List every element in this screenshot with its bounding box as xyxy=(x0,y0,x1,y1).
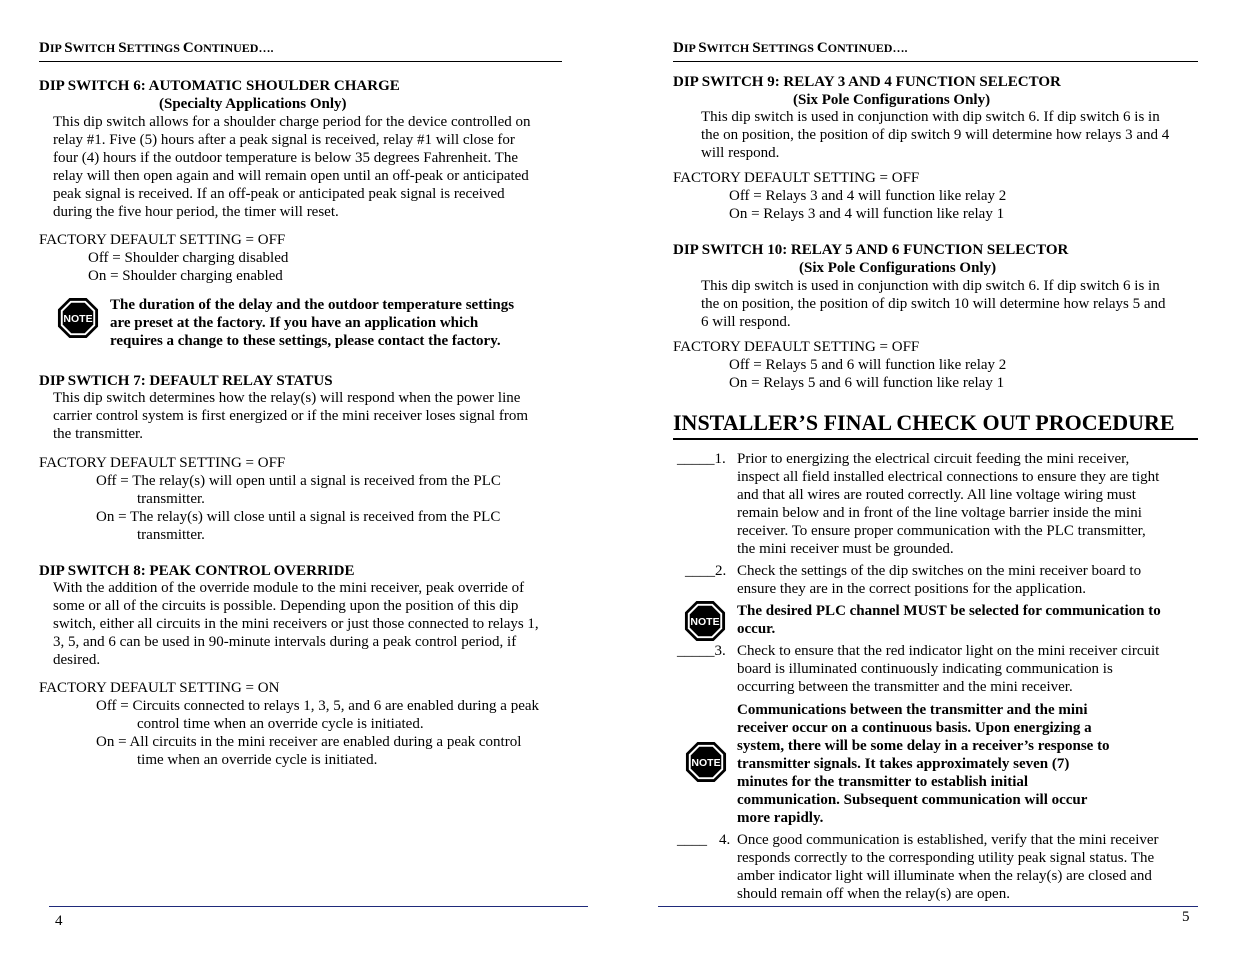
ds10-subheading: (Six Pole Configurations Only) xyxy=(799,260,997,276)
step1-prefix: _____1. xyxy=(677,451,726,467)
ds7-body-line: This dip switch determines how the relay(s) will respond when the power line xyxy=(53,390,521,406)
step3-line: board is illuminated continuously indicating communication is xyxy=(737,661,1113,677)
right-page-number: 5 xyxy=(1182,909,1190,925)
ds8-heading: DIP SWITCH 8: PEAK CONTROL OVERRIDE xyxy=(39,563,355,579)
ds6-body-line: four (4) hours if the outdoor temperature is below 35 degrees Fahrenheit. The xyxy=(53,150,518,166)
note2-line: Communications between the transmitter and the mini xyxy=(737,702,1088,718)
ds6-note-line: The duration of the delay and the outdoor temperature settings xyxy=(110,297,515,313)
ds7-heading: DIP SWTICH 7: DEFAULT RELAY STATUS xyxy=(39,373,333,389)
ds6-heading: DIP SWITCH 6: AUTOMATIC SHOULDER CHARGE xyxy=(39,78,400,94)
ds6-body-line: during the five hour period, the timer will reset. xyxy=(53,204,339,220)
left-running-header: DIP SWITCH SETTINGS CONTINUED…. xyxy=(39,40,274,56)
left-header-rule xyxy=(39,61,562,62)
ds9-subheading: (Six Pole Configurations Only) xyxy=(793,92,991,108)
ds7-option-on: On = The relay(s) will close until a signal is received from the PLC xyxy=(96,509,501,525)
ds6-body-line: peak signal is received. If an off-peak or anticipated peak signal is received xyxy=(53,186,505,202)
ds10-body-line: This dip switch is used in conjunction with dip switch 6. If dip switch 6 is in xyxy=(701,278,1160,294)
ds9-body-line: will respond. xyxy=(701,145,780,161)
left-footer-rule xyxy=(49,906,588,907)
ds9-body-line: This dip switch is used in conjunction with dip switch 6. If dip switch 6 is in xyxy=(701,109,1160,125)
step4-number: 4. xyxy=(719,832,731,848)
procedure-title: INSTALLER’S FINAL CHECK OUT PROCEDURE xyxy=(673,410,1175,435)
ds9-heading: DIP SWITCH 9: RELAY 3 AND 4 FUNCTION SELECTOR xyxy=(673,74,1061,90)
ds6-body-line: relay will then open again and will remain open until an off-peak or anticipated xyxy=(53,168,529,184)
ds8-default: FACTORY DEFAULT SETTING = ON xyxy=(39,680,280,696)
ds8-body-line: switch, either all circuits in the mini receivers or just those connected to relays 1, xyxy=(53,616,539,632)
ds6-option-on: On = Shoulder charging enabled xyxy=(88,268,283,284)
step4-line: amber indicator light will illuminate when the relay(s) are closed and xyxy=(737,868,1152,884)
ds8-body-line: some or all of the circuits is possible. Depending upon the position of this dip xyxy=(53,598,519,614)
ds9-option-on: On = Relays 3 and 4 will function like relay 1 xyxy=(729,206,1005,222)
step2-prefix: ____2. xyxy=(685,563,727,579)
step1-line: remain below and in front of the line voltage barrier inside the mini xyxy=(737,505,1142,521)
step3-prefix: _____3. xyxy=(677,643,726,659)
svg-text:NOTE: NOTE xyxy=(691,756,721,769)
ds7-option-on-cont: transmitter. xyxy=(137,527,205,543)
note2-line: communication. Subsequent communication will occur xyxy=(737,792,1088,808)
right-footer-rule xyxy=(658,906,1198,907)
ds10-option-off: Off = Relays 5 and 6 will function like relay 2 xyxy=(729,357,1007,373)
step1-line: and that all wires are routed correctly. All line voltage wiring must xyxy=(737,487,1136,503)
ds9-body-line: the on position, the position of dip switch 9 will determine how relays 3 and 4 xyxy=(701,127,1170,143)
ds10-heading: DIP SWITCH 10: RELAY 5 AND 6 FUNCTION SELECTOR xyxy=(673,242,1069,258)
svg-text:NOTE: NOTE xyxy=(690,615,720,628)
ds6-body-line: This dip switch allows for a shoulder charge period for the device controlled on xyxy=(53,114,531,130)
right-running-header: DIP SWITCH SETTINGS CONTINUED…. xyxy=(673,40,908,56)
ds9-default: FACTORY DEFAULT SETTING = OFF xyxy=(673,170,920,186)
note1-line: occur. xyxy=(737,621,776,637)
ds6-note-line: are preset at the factory. If you have an application which xyxy=(110,315,479,331)
step1-line: receiver. To ensure proper communication with the PLC transmitter, xyxy=(737,523,1146,539)
ds6-default: FACTORY DEFAULT SETTING = OFF xyxy=(39,232,286,248)
ds8-option-on: On = All circuits in the mini receiver are enabled during a peak control xyxy=(96,734,522,750)
step2-line: Check the settings of the dip switches on the mini receiver board to xyxy=(737,563,1142,579)
step1-line: the mini receiver must be grounded. xyxy=(737,541,954,557)
ds8-body-line: With the addition of the override module to the mini receiver, peak override of xyxy=(53,580,525,596)
step3-line: occurring between the transmitter and the mini receiver. xyxy=(737,679,1073,695)
step1-line: Prior to energizing the electrical circuit feeding the mini receiver, xyxy=(737,451,1130,467)
note2-line: system, there will be some delay in a receiver’s response to xyxy=(737,738,1110,754)
left-page-number: 4 xyxy=(55,913,63,929)
right-header-rule xyxy=(673,61,1198,62)
ds7-body-line: the transmitter. xyxy=(53,426,143,442)
svg-text:NOTE: NOTE xyxy=(63,312,93,325)
note2-line: transmitter signals. It takes approximately seven (7) xyxy=(737,756,1070,772)
step4-line: responds correctly to the corresponding utility peak signal status. The xyxy=(737,850,1155,866)
ds7-option-off-cont: transmitter. xyxy=(137,491,205,507)
ds7-option-off: Off = The relay(s) will open until a signal is received from the PLC xyxy=(96,473,501,489)
step2-line: ensure they are in the correct positions for the application. xyxy=(737,581,1087,597)
ds8-option-off-cont: control time when an override cycle is initiated. xyxy=(137,716,424,732)
ds7-default: FACTORY DEFAULT SETTING = OFF xyxy=(39,455,286,471)
ds6-note-line: requires a change to these settings, please contact the factory. xyxy=(110,333,501,349)
ds8-body-line: 3, 5, and 6 can be used in 90-minute intervals during a peak control period, if xyxy=(53,634,517,650)
ds6-body-line: relay #1. Five (5) hours after a peak signal is received, relay #1 will close for xyxy=(53,132,515,148)
step1-line: inspect all field installed electrical connections to ensure they are tight xyxy=(737,469,1160,485)
ds6-subheading: (Specialty Applications Only) xyxy=(159,96,347,112)
ds8-option-off: Off = Circuits connected to relays 1, 3, 5, and 6 are enabled during a peak xyxy=(96,698,540,714)
ds7-body-line: carrier control system is first energized or if the mini receiver loses signal from xyxy=(53,408,528,424)
step4-prefix: ____ xyxy=(677,832,707,848)
ds9-option-off: Off = Relays 3 and 4 will function like relay 2 xyxy=(729,188,1007,204)
ds6-option-off: Off = Shoulder charging disabled xyxy=(88,250,289,266)
ds8-body-line: desired. xyxy=(53,652,101,668)
note2-line: more rapidly. xyxy=(737,810,824,826)
step4-line: Once good communication is established, verify that the mini receiver xyxy=(737,832,1159,848)
step4-line: should remain off when the relay(s) are open. xyxy=(737,886,1010,902)
ds8-option-on-cont: time when an override cycle is initiated. xyxy=(137,752,378,768)
note-icon xyxy=(685,741,727,783)
ds10-body-line: the on position, the position of dip switch 10 will determine how relays 5 and xyxy=(701,296,1166,312)
step3-line: Check to ensure that the red indicator light on the mini receiver circuit xyxy=(737,643,1160,659)
ds10-body-line: 6 will respond. xyxy=(701,314,791,330)
ds10-option-on: On = Relays 5 and 6 will function like relay 1 xyxy=(729,375,1005,391)
ds10-default: FACTORY DEFAULT SETTING = OFF xyxy=(673,339,920,355)
procedure-title-rule xyxy=(673,438,1198,440)
note2-line: minutes for the transmitter to establish initial xyxy=(737,774,1029,790)
note2-line: receiver occur on a continuous basis. Upon energizing a xyxy=(737,720,1092,736)
note-icon xyxy=(57,297,99,339)
note-icon xyxy=(684,600,726,642)
note1-line: The desired PLC channel MUST be selected for communication to xyxy=(737,603,1161,619)
